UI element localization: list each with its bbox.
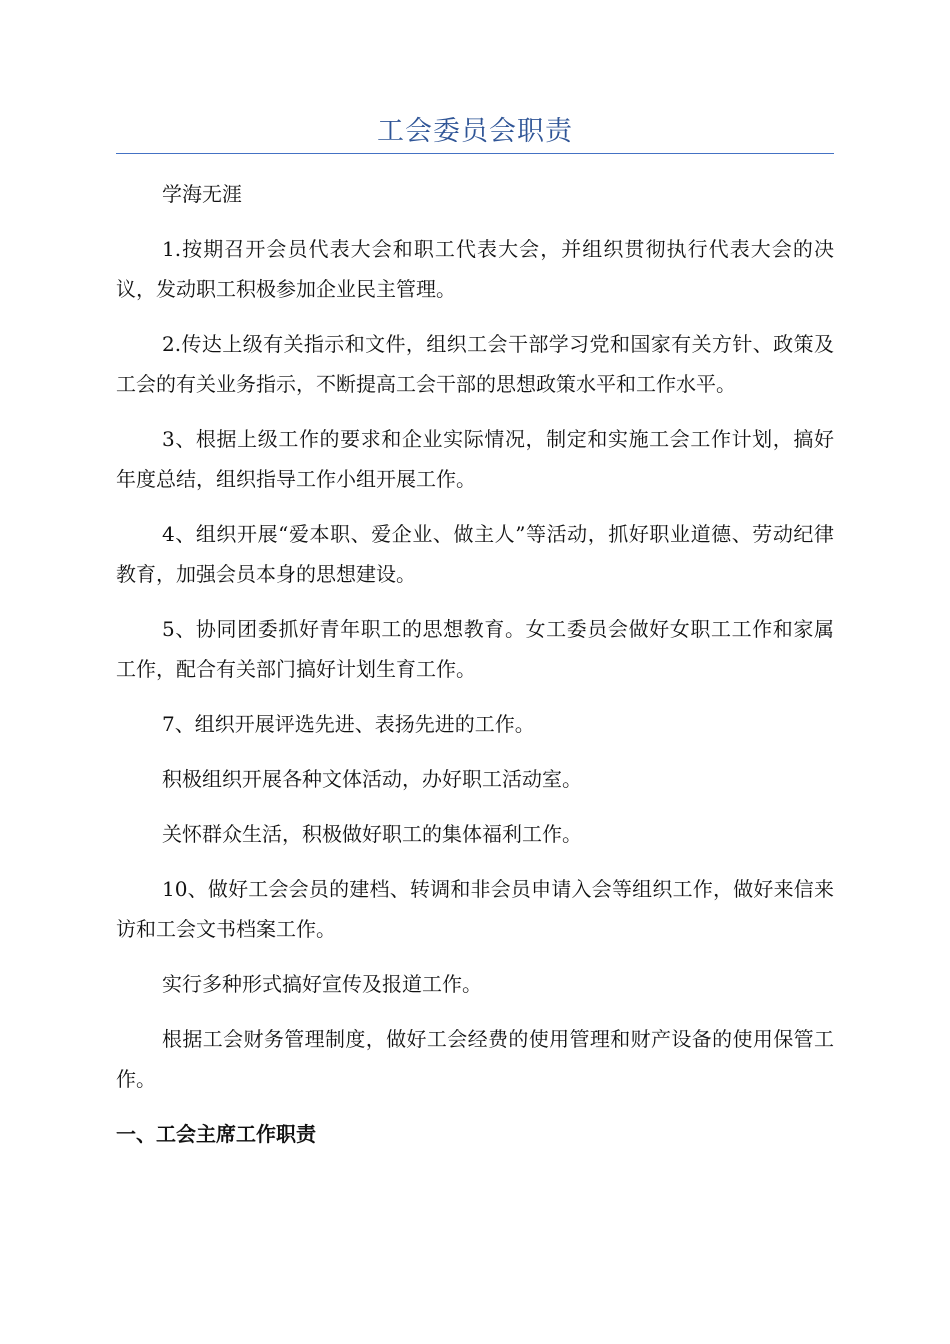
paragraph-item-2: 2.传达上级有关指示和文件，组织工会干部学习党和国家有关方针、政策及工会的有关业务指示，不断提高工会干部的思想政策水平和工作水平。 <box>116 332 834 396</box>
paragraph-item-12: 根据工会财务管理制度，做好工会经费的使用管理和财产设备的使用保管工作。 <box>116 1027 834 1091</box>
title-underline <box>116 153 834 154</box>
paragraph-item-1: 1.按期召开会员代表大会和职工代表大会，并组织贯彻执行代表大会的决议，发动职工积极参加企业民主管理。 <box>116 237 834 301</box>
document-body <box>116 174 834 1154</box>
paragraph-motto: 学海无涯 <box>162 182 242 206</box>
paragraph-item-10: 10、做好工会会员的建档、转调和非会员申请入会等组织工作，做好来信来访和工会文书档案工作。 <box>116 877 834 941</box>
paragraph-item-7: 7、组织开展评选先进、表扬先进的工作。 <box>162 712 535 736</box>
paragraph-item-5: 5、协同团委抓好青年职工的思想教育。女工委员会做好女职工工作和家属工作，配合有关部门搞好计划生育工作。 <box>116 617 834 681</box>
paragraph-item-11: 实行多种形式搞好宣传及报道工作。 <box>162 972 482 996</box>
document-title: 工会委员会职责 <box>377 116 573 147</box>
paragraph-item-4: 4、组织开展“爱本职、爱企业、做主人”等活动，抓好职业道德、劳动纪律教育，加强会员本身的思想建设。 <box>116 522 834 586</box>
paragraph-item-8: 积极组织开展各种文体活动，办好职工活动室。 <box>162 767 582 791</box>
paragraph-item-3: 3、根据上级工作的要求和企业实际情况，制定和实施工会工作计划，搞好年度总结，组织指导工作小组开展工作。 <box>116 427 834 491</box>
section-heading: 一、工会主席工作职责 <box>116 1122 316 1146</box>
paragraph-item-9: 关怀群众生活，积极做好职工的集体福利工作。 <box>162 822 582 846</box>
